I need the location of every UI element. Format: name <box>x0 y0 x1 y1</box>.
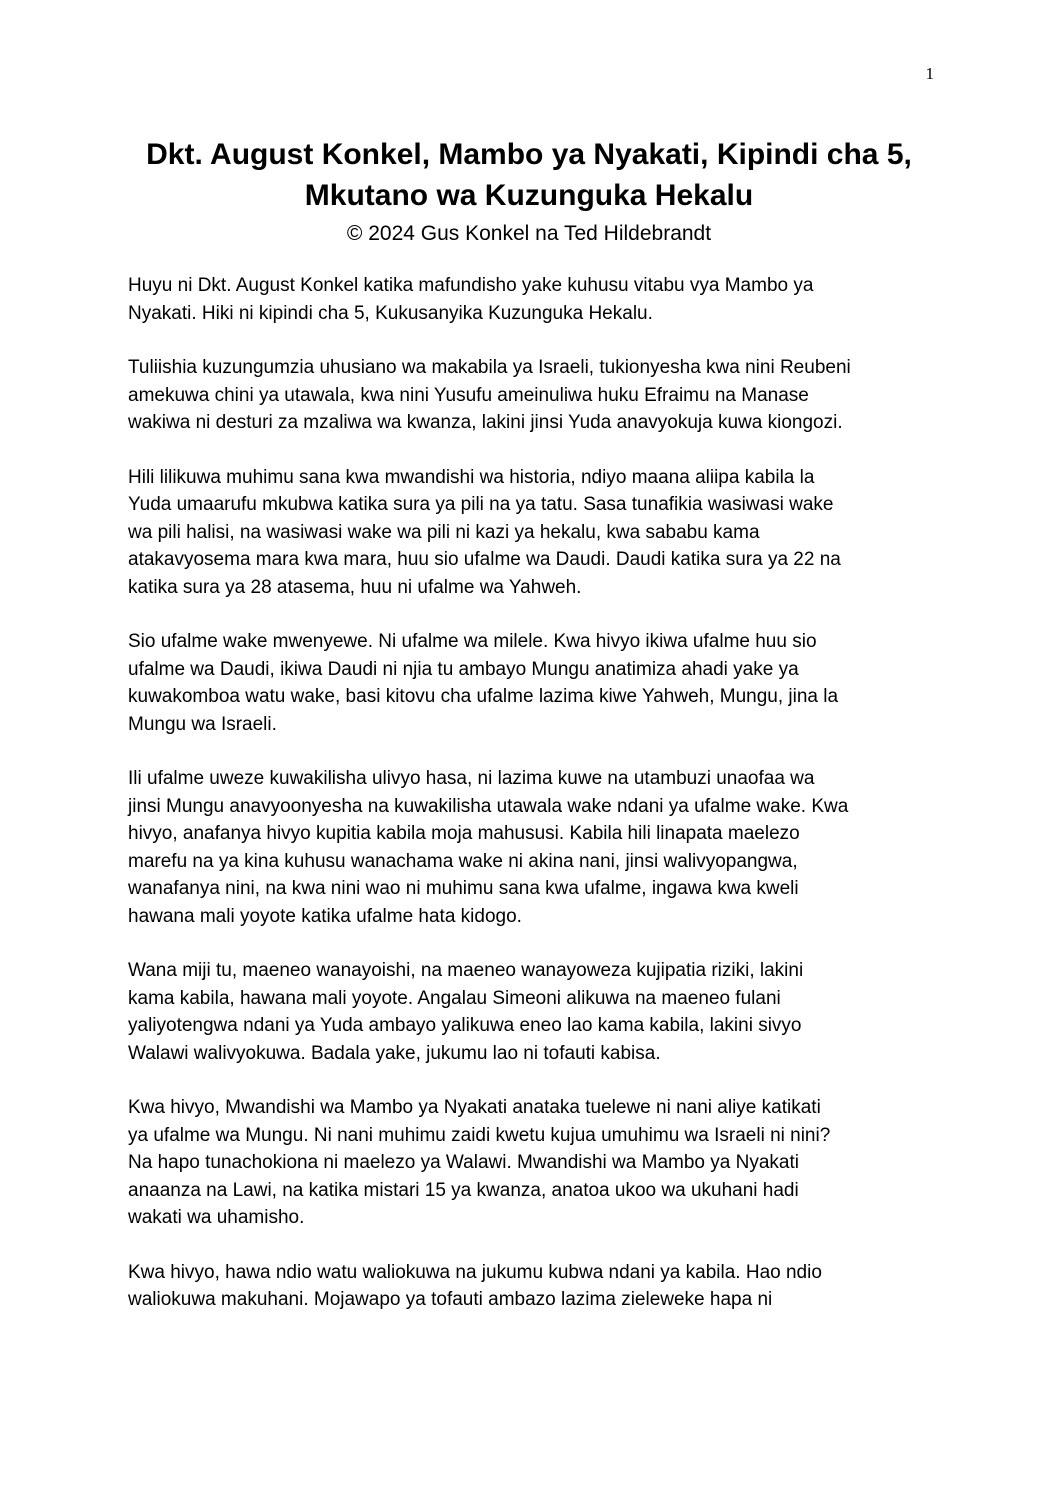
document-title <box>100 134 958 216</box>
text-line: anaanza na Lawi, na katika mistari 15 ya kwanza, anatoa ukoo wa ukuhani hadi <box>128 1179 799 1201</box>
text-line: waliokuwa makuhani. Mojawapo ya tofauti ambazo lazima zieleweke hapa ni <box>128 1289 773 1310</box>
copyright-notice: © 2024 Gus Konkel na Ted Hildebrandt <box>346 222 712 245</box>
text-line: Walawi walivyokuwa. Badala yake, jukumu lao ni tofauti kabisa. <box>128 1042 661 1064</box>
paragraph <box>128 628 943 738</box>
text-line: atakavyosema mara kwa mara, huu sio ufalme wa Daudi. Daudi katika sura ya 22 na <box>128 549 841 570</box>
title-line-1: Dkt. August Konkel, Mambo ya Nyakati, Kipindi cha 5, <box>146 138 912 171</box>
text-line: Hili lilikuwa muhimu sana kwa mwandishi wa historia, ndiyo maana aliipa kabila la <box>128 466 815 488</box>
text-line: Ili ufalme uweze kuwakilisha ulivyo hasa, ni lazima kuwe na utambuzi unaofaa wa <box>128 768 815 789</box>
text-line: Kwa hivyo, Mwandishi wa Mambo ya Nyakati anataka tuelewe ni nani aliye katikati <box>128 1097 821 1118</box>
text-line: Kwa hivyo, hawa ndio watu waliokuwa na jukumu kubwa ndani ya kabila. Hao ndio <box>128 1261 822 1283</box>
paragraph <box>128 1094 943 1232</box>
paragraph <box>128 272 943 327</box>
text-line: wakiwa ni desturi za mzaliwa wa kwanza, lakini jinsi Yuda anavyokuja kuwa kiongozi. <box>128 412 843 433</box>
text-line: Sio ufalme wake mwenyewe. Ni ufalme wa milele. Kwa hivyo ikiwa ufalme huu sio <box>128 631 817 652</box>
text-line: katika sura ya 28 atasema, huu ni ufalme wa Yahweh. <box>128 576 582 598</box>
document-body <box>128 272 943 1341</box>
text-line: yaliyotengwa ndani ya Yuda ambayo yalikuwa eneo lao kama kabila, lakini sivyo <box>128 1015 802 1036</box>
paragraph <box>128 354 943 437</box>
text-line: jinsi Mungu anavyoonyesha na kuwakilisha utawala wake ndani ya ufalme wake. Kwa <box>128 795 849 817</box>
text-line: kuwakomboa watu wake, basi kitovu cha ufalme lazima kiwe Yahweh, Mungu, jina la <box>128 686 839 707</box>
text-line: ufalme wa Daudi, ikiwa Daudi ni njia tu ambayo Mungu anatimiza ahadi yake ya <box>128 658 799 680</box>
text-line: wakati wa uhamisho. <box>128 1207 305 1228</box>
paragraph <box>128 765 943 930</box>
text-line: Yuda umaarufu mkubwa katika sura ya pili na ya tatu. Sasa tunafikia wasiwasi wake <box>128 494 834 515</box>
text-line: wanafanya nini, na kwa nini wao ni muhimu sana kwa ufalme, ingawa kwa kweli <box>128 878 799 899</box>
text-line: hivyo, anafanya hivyo kupitia kabila moja mahususi. Kabila hili linapata maelezo <box>128 823 800 844</box>
text-line: amekuwa chini ya utawala, kwa nini Yusufu ameinuliwa huku Efraimu na Manase <box>128 384 809 406</box>
paragraph <box>128 957 943 1067</box>
text-line: Na hapo tunachokiona ni maelezo ya Walawi. Mwandishi wa Mambo ya Nyakati <box>128 1152 799 1173</box>
text-line: Wana miji tu, maeneo wanayoishi, na maeneo wanayoweza kujipatia riziki, lakini <box>128 960 804 981</box>
paragraph <box>128 464 943 602</box>
text-line: Huyu ni Dkt. August Konkel katika mafundisho yake kuhusu vitabu vya Mambo ya <box>128 275 814 296</box>
paragraph <box>128 1259 943 1314</box>
text-line: Nyakati. Hiki ni kipindi cha 5, Kukusanyika Kuzunguka Hekalu. <box>128 302 653 324</box>
title-line-2: Mkutano wa Kuzunguka Hekalu <box>304 179 754 212</box>
text-line: kama kabila, hawana mali yoyote. Angalau Simeoni alikuwa na maeneo fulani <box>128 987 781 1009</box>
page-number: 1 <box>925 64 934 83</box>
text-line: marefu na ya kina kuhusu wanachama wake ni akina nani, jinsi walivyopangwa, <box>128 850 798 872</box>
text-line: wa pili halisi, na wasiwasi wake wa pili ni kazi ya hekalu, kwa sababu kama <box>128 521 760 543</box>
text-line: ya ufalme wa Mungu. Ni nani muhimu zaidi kwetu kujua umuhimu wa Israeli ni nini? <box>128 1124 831 1146</box>
text-line: Mungu wa Israeli. <box>128 713 277 735</box>
text-line: Tuliishia kuzungumzia uhusiano wa makabila ya Israeli, tukionyesha kwa nini Reubeni <box>128 357 851 378</box>
text-line: hawana mali yoyote katika ufalme hata kidogo. <box>128 905 522 927</box>
